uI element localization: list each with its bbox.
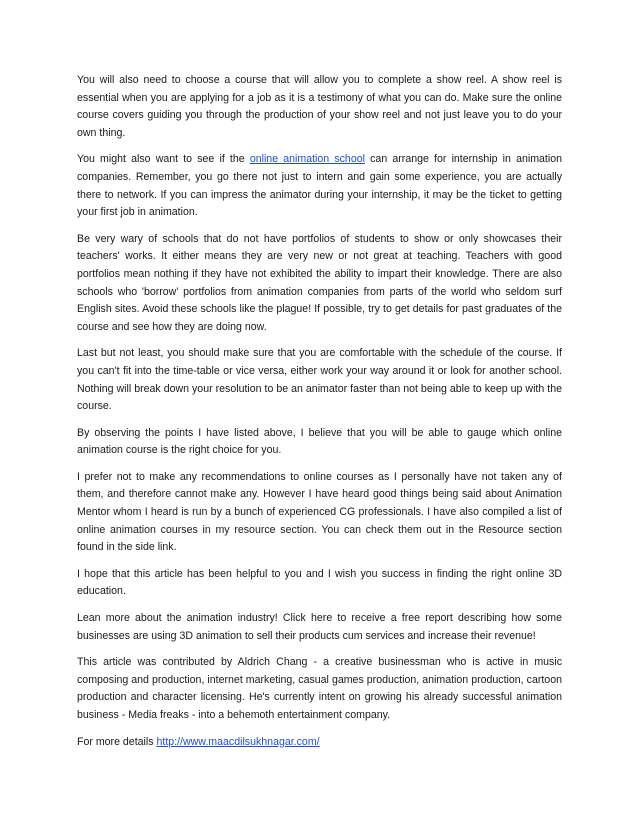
paragraph-contributor: This article was contributed by Aldrich Chang - a creative businessman who is active in music composing and production, internet marketing, casual games production, animation production, cartoon production and character licensing. He's currently intent on growing his already successful animation business - Media freaks - into a behemoth entertainment company. [77, 656, 562, 721]
paragraph-show-reel: You will also need to choose a course that will allow you to complete a show reel. A show reel is essential when you are applying for a job as it is a testimony of what you can do. Make sure the online course covers guiding you through the production of your show reel and not just leave you to do your own thing. [77, 74, 562, 139]
paragraph-observing: By observing the points I have listed above, I believe that you will be able to gauge which online animation course is the right choice for you. [77, 426, 562, 457]
paragraph-learn-more: Lean more about the animation industry! Click here to receive a free report describing how some businesses are using 3D animation to sell their products cum services and increase their revenue! [77, 612, 562, 642]
online-animation-school-link[interactable]: online animation school [249, 153, 365, 166]
paragraph-hope: I hope that this article has been helpful to you and I wish you success in finding the right online 3D education. [77, 567, 562, 598]
paragraph-schedule: Last but not least, you should make sure that you are comfortable with the schedule of the course. If you can't fit into the time-table or vice versa, either work your way around it or look for another school. Nothing will break down your resolution to be an animator faster than not being able to keep up with the course. [77, 347, 562, 413]
paragraph-portfolios: Be very wary of schools that do not have portfolios of students to show or only showcases their teachers' works. It either means they are very new or not great at teaching. Teachers with good portfolios mean nothing if they have not exhibited the ability to impart their knowledge. There are also schools who 'borrow' portfolios from animation companies from parts of the world who seldom surf English sites. Avoid these schools like the plague! If possible, try to get details for past graduates of the course and see how they are doing now. [77, 232, 562, 333]
paragraph-internship [77, 151, 562, 221]
more-details-label: For more details [77, 735, 157, 748]
paragraph-internship-text-end: can arrange for internship in animation companies. Remember, you go there not just to intern and gain some experience, you are actually there to network. If you can impress the animator during your internship, it may be the ticket to getting your first job in animation. [77, 153, 562, 219]
website-link[interactable]: http://www.maacdilsukhnagar.com/ [156, 735, 320, 748]
paragraph-more-details [77, 734, 562, 752]
document-page [77, 72, 562, 760]
paragraph-internship-text-start: You might also want to see if the [77, 153, 250, 166]
paragraph-recommendations: I prefer not to make any recommendations to online courses as I personally have not taken any of them, and therefore cannot make any. However I have heard good things being said about Animation Mentor whom I heard is run by a bunch of experienced CG professionals. I have also compiled a list of online animation courses in my resource section. You can check them out in the Resource section found in the side link. [77, 470, 562, 554]
